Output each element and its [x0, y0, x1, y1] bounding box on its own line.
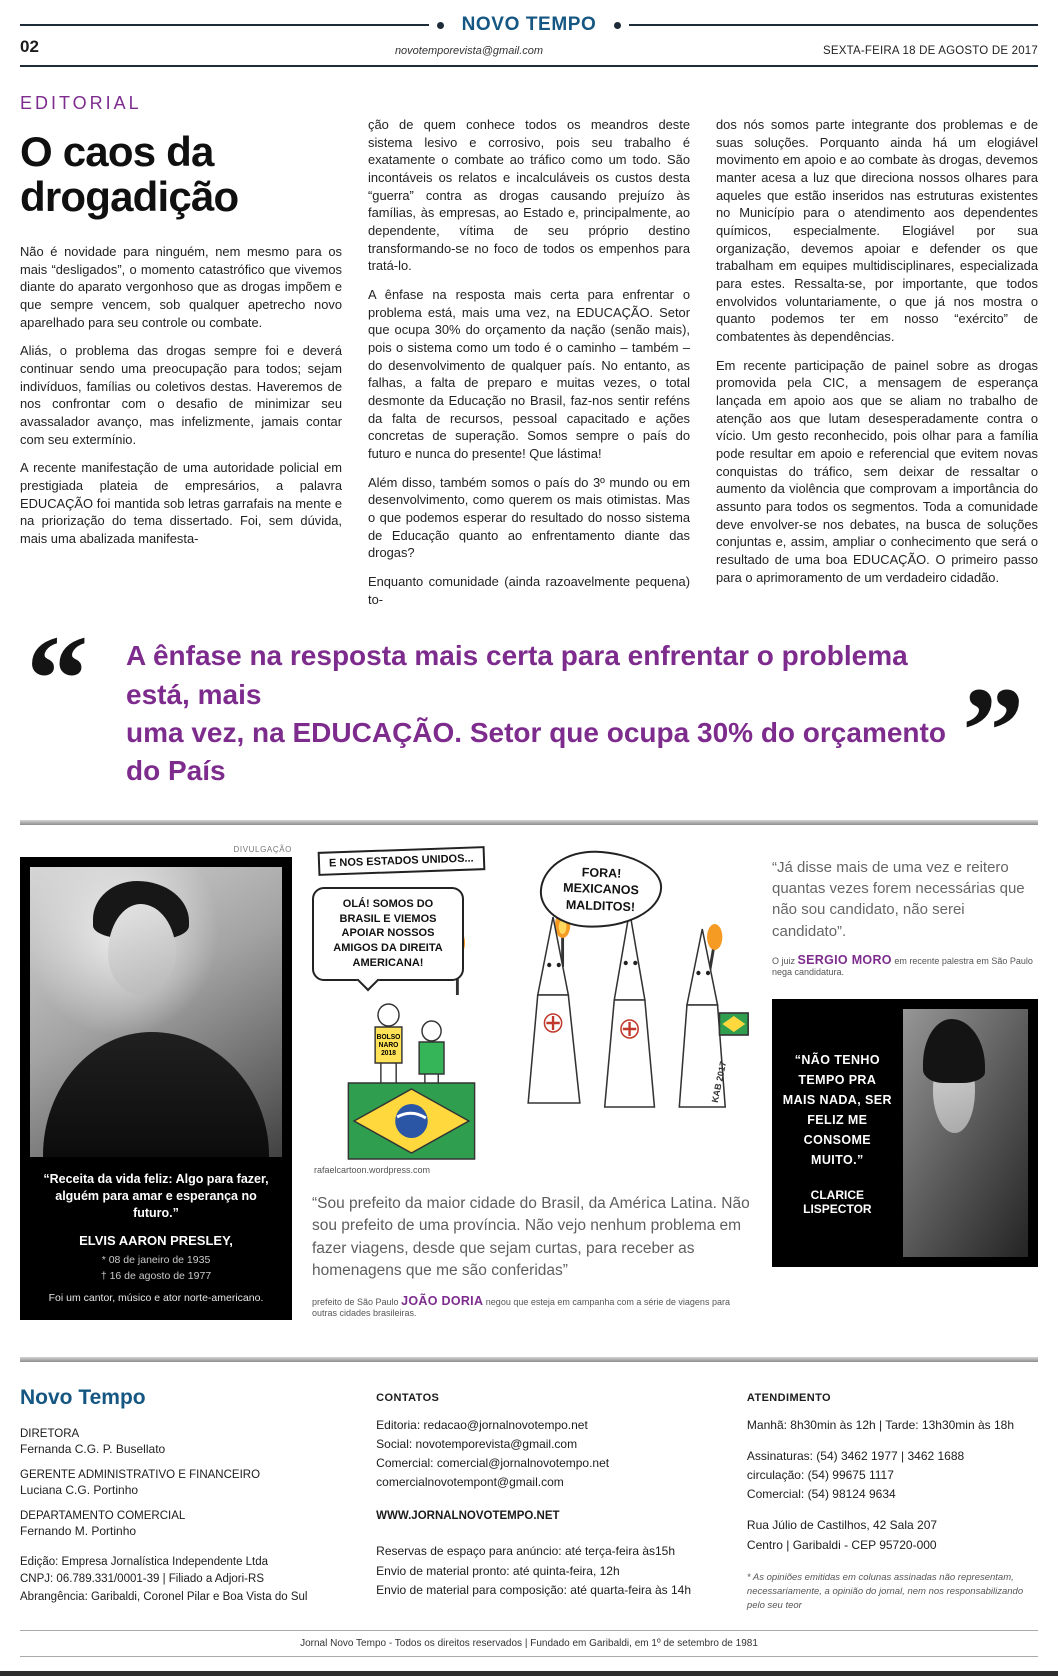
address-line-2: Centro | Garibaldi - CEP 95720-000 [746, 1537, 937, 1552]
hooded-figure [605, 911, 655, 1107]
brazil-flag-icon [348, 1083, 474, 1159]
publisher-info [20, 1554, 340, 1607]
elvis-photo-placeholder [30, 867, 282, 1157]
speech-bubble-brasil: OLÁ! SOMOS DO BRASIL E VIEMOS APOIAR NOSSOS AMIGOS DA DIREITA AMERICANA! [312, 887, 464, 981]
footer-brand: Novo Tempo [20, 1385, 146, 1409]
bottom-rule [0, 1671, 1058, 1676]
photo-credit: DIVULGAÇÃO [233, 844, 292, 854]
clarice-quote: “NÃO TENHO TEMPO PRA MAIS NADA, SER FELIZ ME CONSOME MUITO.” [782, 1052, 892, 1167]
editorial-paragraph: dos nós somos parte integrante dos problemas e de suas soluções. Porquanto ainda há um elogiável movimento em apoio e ao combate às drogas, devemos manter acesa a luz que direciona nossos olhares para aqueles que estão inseridos nas estruturas existentes no Município para o atendimento aos dependentes químicos, especialmente. Elogiável por sua organização, devemos apoiar e defender os que trabalham em equipes multidisciplinares, especializada para estes. Ressalta-se, por importante, que todos envolvidos voluntariamente, o que já nos mostra o quanto podemos ter em nosso “exército” de combatentes às dependências. [716, 117, 1038, 345]
elvis-quote: “Receita da vida feliz: Algo para fazer, alguém para amar e esperança no futuro.” [43, 1171, 269, 1220]
editorial-paragraph: Além disso, também somos o país do 3º mundo ou em desenvolvimento, como querem os mais otimistas. Mas o que podemos esperar do resultado do nosso sistema de Educação quanto ao enfrentamento diante das drogas? [368, 474, 690, 561]
shirt-text: BOLSO [376, 1033, 401, 1041]
header-rule-left [20, 24, 429, 26]
speech-bubble-fora: FORA! MEXICANOS MALDITOS! [539, 849, 664, 930]
shirt-text: NARO [378, 1041, 399, 1049]
editorial-column-2 [368, 116, 690, 619]
staff-role-name: Fernando M. Portinho [20, 1523, 137, 1538]
staff-role-label: DIRETORA [20, 1427, 80, 1440]
section-divider [20, 1357, 1038, 1362]
section-label: EDITORIAL [20, 93, 142, 113]
deadline-composicao: Envio de material para composição: até quarta-feira às 14h [376, 1582, 692, 1597]
publisher-coverage: Abrangência: Garibaldi, Coronel Pilar e Boa Vista do Sul [20, 1591, 308, 1604]
right-quotes-block [772, 845, 1038, 1327]
moro-attr-prefix: O juiz [772, 955, 796, 966]
footer-service-column [747, 1382, 1038, 1614]
masthead-email: novotemporevista@gmail.com [394, 45, 544, 57]
doria-attr-suffix: negou que esteja em campanha com a série de viagens para outras cidades brasileiras. [312, 1296, 730, 1318]
media-row [0, 841, 1058, 1327]
editorial-paragraph: A ênfase na resposta mais certa para enfrentar o problema está, mais uma vez, na EDUCAÇÃO. Setor que ocupa 30% do orçamento da nação (senão mais), pois o sistema como um todo é o caminho – também – do desenvolvimento de qualquer país. No entanto, as falhas, a falta de preparo e muitas vezes, o total desmonte da Educação no Brasil, faz-nos sentir reféns da falta de recursos, pessoal capacitado e ações concretas de superação. Somos sempre o país do futuro e nunca do presente! Que lástima! [368, 287, 690, 462]
cartoon-signature: KAB 2017 [709, 1060, 729, 1104]
header-rule-right [629, 24, 1038, 26]
editorial-column-1 [20, 116, 342, 619]
staff-role [20, 1428, 340, 1456]
editorial-article [20, 116, 1038, 619]
editorial-paragraph: Não é novidade para ninguém, nem mesmo para os mais “desligados”, o momento catastrófico que vivemos diante do aparato vergonhoso que as drogas impõem e que sempre vencem, sob qualquer apetrecho novo aparelhado para seu controle ou combate. [20, 244, 342, 330]
deadline-material-pronto: Envio de material pronto: até quinta-feira, 12h [376, 1563, 620, 1578]
service-heading: ATENDIMENTO [746, 1391, 831, 1404]
footer-staff-column [20, 1382, 340, 1614]
deadlines-block [376, 1542, 711, 1600]
page-footer [0, 1378, 1058, 1622]
service-commercial: Comercial: (54) 98124 9634 [746, 1487, 896, 1502]
elvis-caption-block [30, 1157, 282, 1310]
publisher-edition: Edição: Empresa Jornalística Independente Ltda [20, 1555, 269, 1568]
editorial-paragraph: Em recente participação de painel sobre as drogas promovida pela CIC, a mensagem de esperança lançada em apoio aos que se aliam no trabalho de atenção aos que lutam desesperadamente contra o vício. Um gesto reconhecido, pois olhar para a família pode resultar em apoio e referencial que evitem novas conquistas do tráfico, sem deixar de ressaltar o aumento da violência que comprovam a importância do assunto para todos os segmentos. Toda a comunidade deve envolver-se nos debates, na busca de soluções conjuntas e, assim, ampliar o conhecimento que será o resultado de uma boa EDUCAÇÃO. O primeiro passo para o aprimoramento de um verdadeiro cidadão. [716, 357, 1038, 585]
doria-attr-prefix: prefeito de São Paulo [312, 1296, 399, 1307]
staff-role [20, 1510, 340, 1538]
service-circulation: circulação: (54) 99675 1117 [746, 1468, 894, 1483]
cartoon-watermark: rafaelcartoon.wordpress.com [314, 1164, 431, 1175]
elvis-frame [20, 857, 292, 1320]
deadline-reservas: Reservas de espaço para anúncio: até terça-feira às15h [376, 1544, 676, 1559]
editorial-paragraph: Aliás, o problema das drogas sempre foi e deverá continuar sendo uma preocupação para todos; sejam indivíduos, famílias ou coletivos destas. Haveremos de nos confrontar com o desafio de minimizar seu avassalador avanço, mas infelizmente, jamais contar com seu extermínio. [20, 343, 342, 447]
contact-editoria-email[interactable]: Editoria: redacao@jornalnovotempo.net [376, 1417, 588, 1432]
doria-attribution [312, 1294, 752, 1318]
pull-quote-text [112, 635, 962, 789]
spacer [747, 1504, 1038, 1516]
pull-quote [0, 611, 1058, 802]
masthead-row [20, 14, 1038, 36]
footer-contacts-column [376, 1382, 711, 1614]
page-header [0, 0, 1058, 67]
moro-quote: “Já disse mais de uma vez e reitero quantas vezes forem necessárias que não sou candidato, não serei candidato”. [772, 858, 1025, 940]
doria-attr-name: JOÃO DORIA [401, 1293, 484, 1308]
masthead-title: NOVO TEMPO [461, 14, 597, 35]
clarice-frame [772, 999, 1038, 1267]
moro-attr-suffix: em recente palestra em São Paulo nega candidatura. [772, 955, 1033, 977]
opinion-disclaimer: * As opiniões emitidas em colunas assinadas não representam, necessariamente, a opinião do jornal, nem nos responsabilizando pelo seu teor [746, 1571, 1024, 1612]
political-cartoon [312, 845, 752, 1175]
service-hours: Manhã: 8h30min às 12h | Tarde: 13h30min às 18h [746, 1417, 1014, 1432]
elvis-death: † 16 de agosto de 1977 [100, 1270, 212, 1283]
clarice-name: CLARICE LISPECTOR [803, 1187, 872, 1216]
clarice-photo-placeholder [903, 1009, 1028, 1257]
service-subscriptions: Assinaturas: (54) 3462 1977 | 3462 1688 [746, 1448, 965, 1463]
elvis-birth: * 08 de janeiro de 1935 [101, 1254, 211, 1267]
page-number: 02 [20, 37, 39, 56]
editorial-section [0, 67, 1058, 619]
contact-comercial-email[interactable]: Comercial: comercial@jornalnovotempo.net [376, 1456, 610, 1471]
edition-date: SEXTA-FEIRA 18 DE AGOSTO DE 2017 [823, 45, 1038, 57]
editorial-paragraph: A recente manifestação de uma autoridade policial em prestigiada plateia de empresários, a palavra EDUCAÇÃO foi mantida sob letras garrafais na mente e na priorização do tema dissertado. Foi, sem dúvida, mais uma abalizada manifesta- [20, 460, 342, 547]
elvis-dates [36, 1253, 276, 1285]
open-quote-icon: “ [26, 611, 89, 750]
portrait-face-shape [108, 904, 176, 994]
contact-social-email[interactable]: Social: novotemporevista@gmail.com [376, 1436, 578, 1451]
copyright-line: Jornal Novo Tempo - Todos os direitos reservados | Fundado em Garibaldi, em 1º de setembro de 1981 [20, 1630, 1038, 1657]
doria-quote: “Sou prefeito da maior cidade do Brasil, da América Latina. Não sou prefeito de uma província. Não vejo nenhum problema em fazer viagens, desde que sejam curtas, para receber as homenagens que me são conferidas” [312, 1194, 750, 1280]
elvis-block [20, 845, 292, 1327]
editorial-headline: O caos da drogadição [20, 128, 239, 220]
elvis-bio: Foi um cantor, músico e ator norte-americano. [48, 1291, 264, 1304]
website-link[interactable]: WWW.JORNALNOVOTEMPO.NET [376, 1510, 560, 1523]
speech-bubble-usa: E NOS ESTADOS UNIDOS... [318, 846, 485, 876]
staff-role-label: GERENTE ADMINISTRATIVO E FINANCEIRO [20, 1468, 261, 1481]
bullet-icon [437, 22, 444, 29]
header-info-row [20, 37, 1038, 57]
publisher-cnpj: CNPJ: 06.789.331/0001-39 | Filiado a Adjori-RS [20, 1573, 264, 1586]
shirt-text: 2018 [381, 1049, 396, 1057]
editorial-paragraph: Enquanto comunidade (ainda razoavelmente pequena) to- [368, 574, 690, 607]
bullet-icon [614, 22, 621, 29]
address-line-1: Rua Júlio de Castilhos, 42 Sala 207 [746, 1518, 938, 1533]
elvis-name: ELVIS AARON PRESLEY, [79, 1233, 233, 1249]
section-divider [20, 820, 1038, 825]
spacer [747, 1435, 1038, 1447]
editorial-column-3 [716, 116, 1038, 619]
clarice-caption-block [782, 1009, 893, 1257]
moro-attribution [772, 953, 1038, 977]
staff-role-label: DEPARTAMENTO COMERCIAL [20, 1509, 186, 1522]
cartoon-block [312, 845, 752, 1327]
moro-attr-name: SERGIO MORO [797, 952, 892, 967]
pull-quote-line-2: uma vez, na EDUCAÇÃO. Setor que ocupa 30% do orçamento do País [126, 716, 946, 786]
contact-comercial-email-2[interactable]: comercialnovotempont@gmail.com [376, 1475, 564, 1490]
editorial-paragraph: ção de quem conhece todos os meandros deste sistema lesivo e corrosivo, pois seu trabalho é exatamente o combate ao tráfico como um todo. São incontáveis os relatos e incalculáveis os custos desta “guerra” contra as drogas causando prejuízo às famílias, às empresas, ao Estado e, principalmente, ao dependente, vítima de seu próprio destino transformando-se no foco de todos os empenhos para tratá-lo. [368, 117, 690, 274]
staff-role [20, 1469, 340, 1497]
close-quote-icon: ” [962, 663, 1025, 802]
pull-quote-line-1: A ênfase na resposta mais certa para enfrentar o problema está, mais [126, 640, 908, 710]
contacts-heading: CONTATOS [376, 1391, 440, 1404]
staff-role-name: Fernanda C.G. P. Busellato [20, 1441, 166, 1456]
hooded-figure [528, 917, 580, 1103]
staff-role-name: Luciana C.G. Portinho [20, 1482, 139, 1497]
